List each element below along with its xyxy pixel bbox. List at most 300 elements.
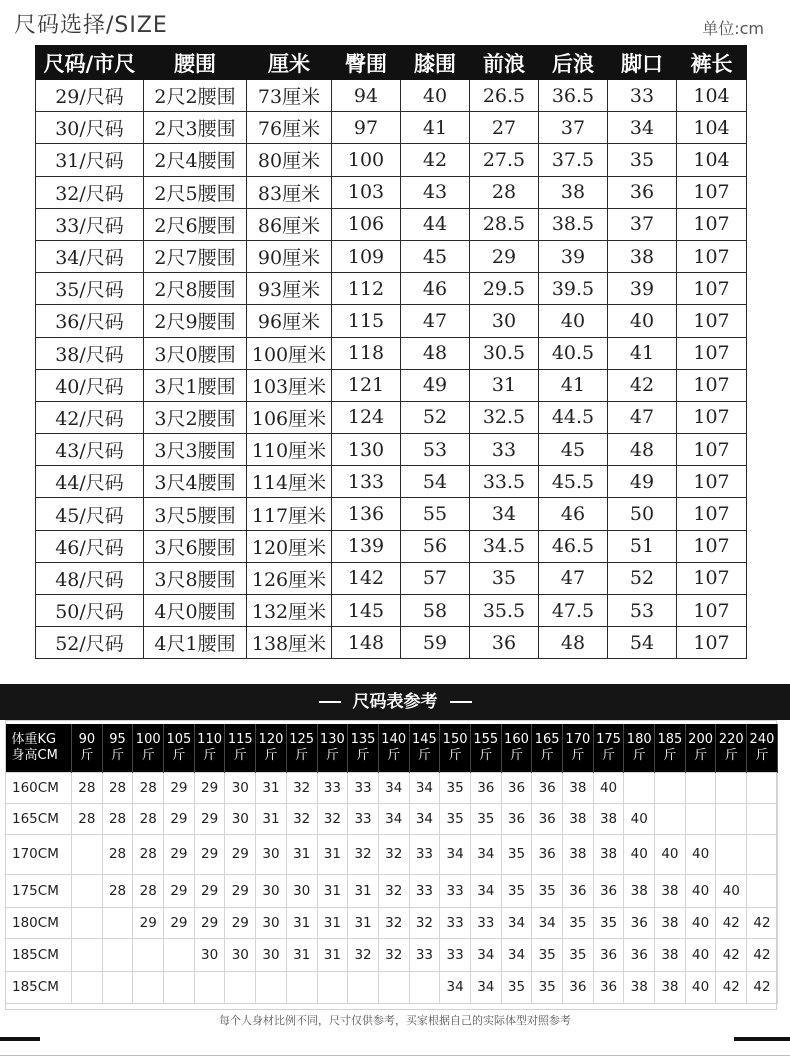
height-label: 160CM bbox=[6, 772, 72, 803]
reference-table-row bbox=[6, 803, 778, 834]
reference-size-cell: 36 bbox=[532, 803, 563, 834]
weight-column-header bbox=[532, 724, 563, 772]
reference-size-cell: 33 bbox=[348, 772, 379, 803]
size-table-cell: 93厘米 bbox=[247, 273, 332, 305]
reference-size-cell: 28 bbox=[102, 803, 133, 834]
size-table-row bbox=[36, 144, 747, 176]
size-table-cell: 37.5 bbox=[539, 144, 608, 176]
reference-size-cell: 30 bbox=[286, 874, 317, 907]
size-table-cell: 36.5 bbox=[539, 80, 608, 112]
size-table-cell: 97 bbox=[332, 112, 401, 144]
reference-size-cell: 28 bbox=[102, 772, 133, 803]
reference-size-cell: 34 bbox=[378, 803, 409, 834]
size-table-cell: 107 bbox=[677, 176, 747, 208]
weight-column-header bbox=[348, 724, 379, 772]
weight-value: 130 bbox=[319, 731, 345, 747]
reference-size-cell: 34 bbox=[470, 874, 501, 907]
reference-size-cell bbox=[747, 874, 778, 907]
size-table-cell: 38 bbox=[608, 240, 677, 272]
size-table-cell: 51 bbox=[608, 530, 677, 562]
weight-column-header bbox=[133, 724, 164, 772]
reference-size-cell: 34 bbox=[409, 803, 440, 834]
reference-size-cell: 33 bbox=[440, 874, 471, 907]
size-table-cell: 58 bbox=[401, 595, 470, 627]
size-table-cell: 132厘米 bbox=[247, 595, 332, 627]
size-table-cell: 3尺8腰围 bbox=[144, 562, 247, 594]
size-table-cell: 49 bbox=[401, 369, 470, 401]
size-table-cell: 31 bbox=[470, 369, 539, 401]
reference-size-cell: 35 bbox=[563, 907, 594, 938]
size-table-cell: 148 bbox=[332, 627, 401, 659]
weight-value: 105 bbox=[166, 731, 192, 747]
reference-size-cell: 36 bbox=[563, 874, 594, 907]
size-table-cell: 86厘米 bbox=[247, 208, 332, 240]
reference-size-cell: 42 bbox=[747, 907, 778, 938]
size-table-cell: 35/尺码 bbox=[36, 273, 144, 305]
size-table-cell: 46 bbox=[539, 498, 608, 530]
size-table-cell: 107 bbox=[677, 208, 747, 240]
size-table-cell: 52/尺码 bbox=[36, 627, 144, 659]
reference-size-cell: 33 bbox=[440, 938, 471, 971]
weight-column-header bbox=[378, 724, 409, 772]
reference-size-cell bbox=[225, 971, 256, 1003]
reference-size-cell: 30 bbox=[225, 772, 256, 803]
weight-unit: 斤 bbox=[602, 747, 616, 763]
size-column-header: 尺码/市尺 bbox=[36, 46, 144, 80]
reference-size-cell: 36 bbox=[593, 938, 624, 971]
reference-size-cell bbox=[655, 772, 686, 803]
size-table-cell: 40/尺码 bbox=[36, 369, 144, 401]
reference-size-cell: 36 bbox=[532, 772, 563, 803]
size-table-cell: 104 bbox=[677, 144, 747, 176]
size-table-cell: 36 bbox=[608, 176, 677, 208]
reference-size-cell: 29 bbox=[164, 907, 195, 938]
size-table-cell: 35 bbox=[470, 562, 539, 594]
reference-size-cell bbox=[716, 772, 747, 803]
size-table-row bbox=[36, 305, 747, 337]
reference-size-cell: 31 bbox=[256, 772, 287, 803]
weight-value: 160 bbox=[504, 731, 529, 747]
weight-value: 180 bbox=[626, 731, 652, 747]
size-table-cell: 28.5 bbox=[470, 208, 539, 240]
size-table-cell: 2尺6腰围 bbox=[144, 208, 247, 240]
reference-size-cell: 40 bbox=[624, 803, 655, 834]
weight-column-header bbox=[501, 724, 532, 772]
reference-size-cell bbox=[102, 907, 133, 938]
weight-unit: 斤 bbox=[356, 747, 370, 763]
size-table-cell: 107 bbox=[677, 466, 747, 498]
weight-unit: 斤 bbox=[264, 747, 278, 763]
weight-value: 100 bbox=[135, 731, 161, 747]
weight-unit: 斤 bbox=[663, 747, 677, 763]
size-column-header: 膝围 bbox=[401, 46, 470, 80]
size-table-cell: 48 bbox=[608, 434, 677, 466]
size-table-cell: 2尺8腰围 bbox=[144, 273, 247, 305]
reference-size-cell: 35 bbox=[563, 938, 594, 971]
footnote: 每个人身材比例不同，尺寸仅供参考，买家根据自己的实际体型对照参考 bbox=[219, 1014, 571, 1027]
size-table-cell: 30.5 bbox=[470, 337, 539, 369]
size-table-cell: 33 bbox=[470, 434, 539, 466]
reference-size-cell: 34 bbox=[378, 772, 409, 803]
size-table-row bbox=[36, 627, 747, 659]
size-table-cell: 107 bbox=[677, 369, 747, 401]
size-table-cell: 48/尺码 bbox=[36, 562, 144, 594]
reference-size-cell bbox=[378, 971, 409, 1003]
reference-size-cell: 29 bbox=[164, 834, 195, 874]
reference-size-cell: 38 bbox=[624, 874, 655, 907]
size-table-cell: 41 bbox=[608, 337, 677, 369]
size-column-header: 臀围 bbox=[332, 46, 401, 80]
size-table-cell: 27.5 bbox=[470, 144, 539, 176]
reference-size-cell: 32 bbox=[378, 938, 409, 971]
reference-size-cell: 34 bbox=[532, 907, 563, 938]
size-table-cell: 47 bbox=[401, 305, 470, 337]
size-table-cell: 107 bbox=[677, 627, 747, 659]
size-table-cell: 107 bbox=[677, 530, 747, 562]
reference-size-cell: 35 bbox=[440, 772, 471, 803]
size-table-cell: 34 bbox=[470, 498, 539, 530]
weight-value: 95 bbox=[109, 731, 126, 747]
size-table-cell: 42 bbox=[401, 144, 470, 176]
reference-size-cell: 36 bbox=[532, 834, 563, 874]
reference-size-cell: 29 bbox=[194, 907, 225, 938]
reference-size-cell: 29 bbox=[194, 834, 225, 874]
reference-size-cell: 32 bbox=[378, 907, 409, 938]
reference-size-cell: 35 bbox=[440, 803, 471, 834]
size-table bbox=[35, 45, 747, 659]
size-column-header: 裤长 bbox=[677, 46, 747, 80]
size-table-cell: 106 bbox=[332, 208, 401, 240]
size-table-cell: 48 bbox=[539, 627, 608, 659]
reference-size-cell: 40 bbox=[685, 907, 716, 938]
reference-size-cell: 36 bbox=[624, 907, 655, 938]
reference-size-cell: 35 bbox=[470, 803, 501, 834]
reference-size-cell: 29 bbox=[225, 907, 256, 938]
reference-size-cell: 34 bbox=[440, 971, 471, 1003]
reference-size-cell: 28 bbox=[72, 803, 103, 834]
reference-size-cell: 40 bbox=[685, 874, 716, 907]
reference-size-cell: 35 bbox=[501, 874, 532, 907]
size-table-cell: 121 bbox=[332, 369, 401, 401]
weight-column-header bbox=[409, 724, 440, 772]
reference-size-cell bbox=[317, 971, 348, 1003]
weight-value: 185 bbox=[657, 731, 683, 747]
weight-column-header bbox=[72, 724, 103, 772]
weight-value: 110 bbox=[197, 731, 222, 747]
size-table-cell: 43/尺码 bbox=[36, 434, 144, 466]
height-label: 185CM bbox=[6, 938, 72, 971]
size-table-cell: 52 bbox=[608, 562, 677, 594]
reference-size-cell: 33 bbox=[348, 803, 379, 834]
size-table-cell: 107 bbox=[677, 562, 747, 594]
height-label: 165CM bbox=[6, 803, 72, 834]
reference-size-cell bbox=[409, 971, 440, 1003]
size-table-cell: 3尺6腰围 bbox=[144, 530, 247, 562]
size-table-cell: 49 bbox=[608, 466, 677, 498]
size-table-cell: 52 bbox=[401, 401, 470, 433]
reference-size-cell: 31 bbox=[286, 938, 317, 971]
reference-size-cell bbox=[164, 971, 195, 1003]
weight-unit: 斤 bbox=[325, 747, 339, 763]
size-table-row bbox=[36, 80, 747, 112]
reference-size-cell: 29 bbox=[194, 803, 225, 834]
size-table-cell: 3尺4腰围 bbox=[144, 466, 247, 498]
reference-size-cell: 38 bbox=[655, 874, 686, 907]
size-table-cell: 73厘米 bbox=[247, 80, 332, 112]
size-table-cell: 76厘米 bbox=[247, 112, 332, 144]
size-table-cell: 44/尺码 bbox=[36, 466, 144, 498]
banner-title: 尺码表参考 bbox=[352, 692, 438, 712]
size-table-row bbox=[36, 498, 747, 530]
size-table-cell: 35 bbox=[608, 144, 677, 176]
size-table-cell: 36/尺码 bbox=[36, 305, 144, 337]
reference-size-cell: 42 bbox=[747, 938, 778, 971]
size-table-cell: 40 bbox=[608, 305, 677, 337]
reference-size-cell: 30 bbox=[256, 907, 287, 938]
size-table-cell: 124 bbox=[332, 401, 401, 433]
reference-size-cell: 30 bbox=[194, 938, 225, 971]
reference-size-cell: 40 bbox=[593, 772, 624, 803]
size-table-cell: 45.5 bbox=[539, 466, 608, 498]
size-column-header: 脚口 bbox=[608, 46, 677, 80]
weight-unit: 斤 bbox=[387, 747, 401, 763]
size-table-cell: 142 bbox=[332, 562, 401, 594]
unit-label: 单位:cm bbox=[702, 19, 764, 38]
size-table-cell: 107 bbox=[677, 305, 747, 337]
size-table-cell: 27 bbox=[470, 112, 539, 144]
size-table-cell: 50/尺码 bbox=[36, 595, 144, 627]
height-axis-label: 身高CM bbox=[11, 747, 58, 763]
reference-size-cell: 32 bbox=[348, 834, 379, 874]
weight-column-header bbox=[593, 724, 624, 772]
weight-column-header bbox=[256, 724, 287, 772]
size-table-cell: 48 bbox=[401, 337, 470, 369]
weight-column-header bbox=[102, 724, 133, 772]
size-table-cell: 55 bbox=[401, 498, 470, 530]
reference-size-cell: 40 bbox=[685, 938, 716, 971]
reference-size-cell: 42 bbox=[747, 971, 778, 1003]
size-table-row bbox=[36, 273, 747, 305]
reference-size-cell: 28 bbox=[133, 834, 164, 874]
size-table-cell: 53 bbox=[608, 595, 677, 627]
size-table-cell: 32/尺码 bbox=[36, 176, 144, 208]
size-table-cell: 39.5 bbox=[539, 273, 608, 305]
reference-size-cell: 29 bbox=[194, 772, 225, 803]
weight-unit: 斤 bbox=[233, 747, 247, 763]
size-table-cell: 37 bbox=[608, 208, 677, 240]
size-table-cell: 120厘米 bbox=[247, 530, 332, 562]
size-table-cell: 139 bbox=[332, 530, 401, 562]
weight-unit: 斤 bbox=[571, 747, 585, 763]
reference-size-cell: 35 bbox=[532, 938, 563, 971]
size-table-cell: 56 bbox=[401, 530, 470, 562]
size-table-cell: 31/尺码 bbox=[36, 144, 144, 176]
size-table-cell: 47.5 bbox=[539, 595, 608, 627]
weight-unit: 斤 bbox=[80, 747, 94, 763]
reference-size-cell bbox=[747, 772, 778, 803]
size-table-cell: 40.5 bbox=[539, 337, 608, 369]
size-table-cell: 2尺2腰围 bbox=[144, 80, 247, 112]
reference-size-cell bbox=[747, 834, 778, 874]
size-table-cell: 106厘米 bbox=[247, 401, 332, 433]
reference-size-cell bbox=[102, 938, 133, 971]
weight-value: 90 bbox=[78, 731, 96, 747]
reference-size-cell bbox=[747, 803, 778, 834]
size-table-cell: 50 bbox=[608, 498, 677, 530]
size-table-cell: 107 bbox=[677, 595, 747, 627]
size-column-header: 腰围 bbox=[144, 46, 247, 80]
reference-size-cell: 36 bbox=[593, 874, 624, 907]
reference-corner-header bbox=[6, 724, 72, 772]
height-label: 170CM bbox=[6, 834, 72, 874]
size-table-cell: 80厘米 bbox=[247, 144, 332, 176]
size-table-row bbox=[36, 466, 747, 498]
size-table-cell: 3尺1腰围 bbox=[144, 369, 247, 401]
weight-value: 115 bbox=[227, 731, 253, 747]
reference-size-cell: 40 bbox=[685, 971, 716, 1003]
size-table-cell: 44.5 bbox=[539, 401, 608, 433]
weight-value: 175 bbox=[596, 731, 621, 747]
size-table-cell: 35.5 bbox=[470, 595, 539, 627]
size-table-cell: 33/尺码 bbox=[36, 208, 144, 240]
size-table-cell: 59 bbox=[401, 627, 470, 659]
reference-size-cell: 34 bbox=[470, 834, 501, 874]
size-table-row bbox=[36, 337, 747, 369]
reference-size-cell: 32 bbox=[286, 803, 317, 834]
size-table-cell: 94 bbox=[332, 80, 401, 112]
size-table-row bbox=[36, 208, 747, 240]
reference-size-cell: 28 bbox=[72, 772, 103, 803]
reference-size-cell: 32 bbox=[378, 874, 409, 907]
reference-table-header bbox=[6, 724, 778, 772]
weight-value: 145 bbox=[411, 731, 437, 747]
weight-unit: 斤 bbox=[755, 747, 769, 763]
reference-size-cell: 29 bbox=[164, 874, 195, 907]
reference-size-cell: 31 bbox=[286, 907, 317, 938]
reference-size-cell: 40 bbox=[624, 834, 655, 874]
weight-value: 170 bbox=[565, 731, 591, 747]
weight-column-header bbox=[624, 724, 655, 772]
reference-size-cell: 31 bbox=[317, 874, 348, 907]
reference-size-cell bbox=[72, 938, 103, 971]
size-table-cell: 2尺4腰围 bbox=[144, 144, 247, 176]
weight-unit: 斤 bbox=[203, 747, 217, 763]
size-table-cell: 117厘米 bbox=[247, 498, 332, 530]
reference-size-cell bbox=[624, 772, 655, 803]
size-table-cell: 57 bbox=[401, 562, 470, 594]
reference-table-row bbox=[6, 772, 778, 803]
size-table-cell: 46 bbox=[401, 273, 470, 305]
size-table-cell: 32.5 bbox=[470, 401, 539, 433]
reference-size-cell: 35 bbox=[593, 907, 624, 938]
reference-size-cell bbox=[194, 971, 225, 1003]
reference-size-cell: 38 bbox=[655, 971, 686, 1003]
weight-unit: 斤 bbox=[141, 747, 155, 763]
reference-size-cell: 34 bbox=[409, 772, 440, 803]
size-table-row bbox=[36, 595, 747, 627]
size-table-cell: 103厘米 bbox=[247, 369, 332, 401]
size-table-cell: 30 bbox=[470, 305, 539, 337]
size-column-header: 前浪 bbox=[470, 46, 539, 80]
reference-size-cell: 36 bbox=[470, 772, 501, 803]
reference-size-cell: 28 bbox=[133, 874, 164, 907]
weight-column-header bbox=[440, 724, 471, 772]
size-table-cell: 29 bbox=[470, 240, 539, 272]
bottom-rule bbox=[0, 1055, 790, 1056]
size-table-row bbox=[36, 562, 747, 594]
size-table-cell: 39 bbox=[608, 273, 677, 305]
size-table-cell: 26.5 bbox=[470, 80, 539, 112]
weight-unit: 斤 bbox=[295, 747, 309, 763]
size-table-cell: 126厘米 bbox=[247, 562, 332, 594]
size-table-cell: 136 bbox=[332, 498, 401, 530]
reference-size-cell: 36 bbox=[563, 971, 594, 1003]
size-table-row bbox=[36, 530, 747, 562]
reference-size-cell bbox=[164, 938, 195, 971]
weight-unit: 斤 bbox=[479, 747, 493, 763]
reference-size-cell bbox=[685, 803, 716, 834]
reference-size-cell bbox=[685, 772, 716, 803]
size-table-cell: 104 bbox=[677, 80, 747, 112]
weight-unit: 斤 bbox=[540, 747, 554, 763]
reference-size-cell: 29 bbox=[164, 803, 195, 834]
banner-dash-right bbox=[450, 701, 472, 703]
size-table-row bbox=[36, 369, 747, 401]
size-table-cell: 107 bbox=[677, 273, 747, 305]
weight-column-header bbox=[317, 724, 348, 772]
weight-unit: 斤 bbox=[724, 747, 738, 763]
size-table-cell: 42 bbox=[608, 369, 677, 401]
reference-size-cell: 35 bbox=[501, 971, 532, 1003]
size-table-cell: 130 bbox=[332, 434, 401, 466]
size-table-row bbox=[36, 401, 747, 433]
reference-table bbox=[5, 724, 778, 1004]
size-table-cell: 30/尺码 bbox=[36, 112, 144, 144]
reference-size-cell: 31 bbox=[317, 907, 348, 938]
reference-size-cell: 35 bbox=[532, 971, 563, 1003]
reference-size-cell: 31 bbox=[317, 834, 348, 874]
size-table-cell: 34/尺码 bbox=[36, 240, 144, 272]
size-table-cell: 145 bbox=[332, 595, 401, 627]
reference-size-cell: 28 bbox=[133, 803, 164, 834]
reference-size-cell bbox=[286, 971, 317, 1003]
size-table-cell: 83厘米 bbox=[247, 176, 332, 208]
weight-column-header bbox=[716, 724, 747, 772]
size-table-cell: 3尺5腰围 bbox=[144, 498, 247, 530]
size-table-cell: 109 bbox=[332, 240, 401, 272]
reference-size-cell bbox=[72, 874, 103, 907]
size-table-cell: 3尺2腰围 bbox=[144, 401, 247, 433]
reference-size-cell: 29 bbox=[194, 874, 225, 907]
reference-size-cell: 30 bbox=[256, 938, 287, 971]
reference-banner bbox=[0, 684, 790, 720]
page-title: 尺码选择/SIZE bbox=[14, 13, 168, 38]
weight-column-header bbox=[470, 724, 501, 772]
size-column-header: 后浪 bbox=[539, 46, 608, 80]
size-table-cell: 104 bbox=[677, 112, 747, 144]
reference-size-cell: 29 bbox=[164, 772, 195, 803]
size-table-cell: 107 bbox=[677, 401, 747, 433]
reference-size-cell bbox=[133, 971, 164, 1003]
size-table-cell: 2尺3腰围 bbox=[144, 112, 247, 144]
reference-size-cell: 38 bbox=[655, 907, 686, 938]
reference-size-cell: 28 bbox=[133, 772, 164, 803]
reference-size-cell: 29 bbox=[133, 907, 164, 938]
size-table-cell: 118 bbox=[332, 337, 401, 369]
reference-size-cell bbox=[102, 971, 133, 1003]
reference-size-cell: 33 bbox=[317, 772, 348, 803]
size-table-cell: 42/尺码 bbox=[36, 401, 144, 433]
